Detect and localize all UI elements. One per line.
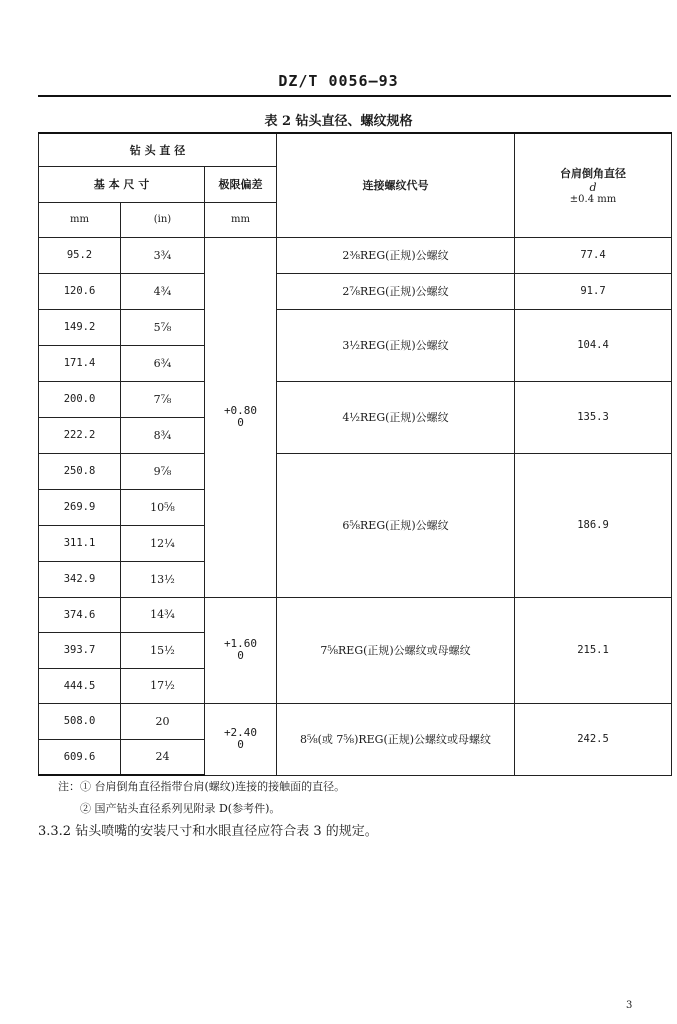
thread-code: 7⅝REG(正规)公螺纹或母螺纹 [277,597,515,703]
header-thread-code: 连接螺纹代号 [277,133,515,237]
cell-mm: 149.2 [39,309,121,345]
page-number: 3 [626,1000,633,1011]
tolerance-upper: +0.80 [223,404,258,417]
thread-code: 6⅝REG(正规)公螺纹 [277,453,515,597]
cell-mm: 393.7 [39,632,121,668]
header-tolerance: 极限偏差 [205,166,277,202]
cell-mm: 311.1 [39,525,121,561]
cell-mm: 250.8 [39,453,121,489]
tolerance-lower: 0 [237,738,244,751]
cell-inch: 17½ [121,668,205,703]
cell-inch: 3¾ [121,237,205,273]
cell-inch: 4¾ [121,273,205,309]
cell-inch: 7⅞ [121,381,205,417]
thread-code: 8⅝(或 7⅝)REG(正规)公螺纹或母螺纹 [277,703,515,775]
thread-code: 2⅜REG(正规)公螺纹 [277,237,515,273]
cell-inch: 6¾ [121,345,205,381]
shoulder-diameter: 215.1 [515,597,672,703]
tolerance-lower: 0 [237,416,244,429]
header-shoulder-symbol: d [589,181,597,195]
cell-mm: 171.4 [39,345,121,381]
shoulder-diameter: 186.9 [515,453,672,597]
cell-mm: 342.9 [39,561,121,597]
tolerance-upper: +2.40 [223,726,258,739]
table-caption: 表 2 钻头直径、螺纹规格 [264,114,413,129]
cell-mm: 444.5 [39,668,121,703]
cell-inch: 24 [121,739,205,775]
shoulder-diameter: 104.4 [515,309,672,381]
header-unit-mm: mm [39,202,121,237]
cell-inch: 5⅞ [121,309,205,345]
shoulder-diameter: 77.4 [515,237,672,273]
cell-inch: 8¾ [121,417,205,453]
header-shoulder-tol: ±0.4 mm [569,194,617,206]
tolerance-upper: +1.60 [223,637,258,650]
cell-mm: 508.0 [39,703,121,739]
table-notes [58,776,345,820]
cell-inch: 9⅞ [121,453,205,489]
cell-mm: 200.0 [39,381,121,417]
note-1: 注：① 台肩倒角直径指带台肩(螺纹)连接的接触面的直径。 [58,780,346,793]
cell-inch: 14¾ [121,597,205,632]
cell-inch: 12¼ [121,525,205,561]
cell-mm: 120.6 [39,273,121,309]
header-unit-mm-tol: mm [205,202,277,237]
thread-code: 4½REG(正规)公螺纹 [277,381,515,453]
thread-code: 2⅞REG(正规)公螺纹 [277,273,515,309]
standard-code: DZ/T 0056—93 [278,72,399,90]
header-rule [38,95,671,97]
shoulder-diameter: 242.5 [515,703,672,775]
cell-mm: 95.2 [39,237,121,273]
cell-mm: 222.2 [39,417,121,453]
bit-spec-table [38,132,672,776]
cell-inch: 15½ [121,632,205,668]
cell-mm: 609.6 [39,739,121,775]
header-diameter-group: 钻 头 直 径 [39,133,277,166]
tolerance-lower: 0 [237,649,244,662]
shoulder-diameter: 135.3 [515,381,672,453]
shoulder-diameter: 91.7 [515,273,672,309]
header-basic-size: 基 本 尺 寸 [39,166,205,202]
header-unit-in: (in) [121,202,205,237]
tolerance-group-1 [205,237,277,597]
header-shoulder [515,133,672,237]
cell-inch: 10⅝ [121,489,205,525]
clause-3-3-2: 3.3.2 钻头喷嘴的安装尺寸和水眼直径应符合表 3 的规定。 [38,824,378,839]
cell-mm: 269.9 [39,489,121,525]
cell-mm: 374.6 [39,597,121,632]
cell-inch: 13½ [121,561,205,597]
note-2: ② 国产钻头直径系列见附录 D(参考件)。 [80,802,281,815]
cell-inch: 20 [121,703,205,739]
tolerance-group-2 [205,597,277,703]
header-shoulder-title: 台肩倒角直径 [560,167,627,181]
tolerance-group-3 [205,703,277,775]
thread-code: 3½REG(正规)公螺纹 [277,309,515,381]
